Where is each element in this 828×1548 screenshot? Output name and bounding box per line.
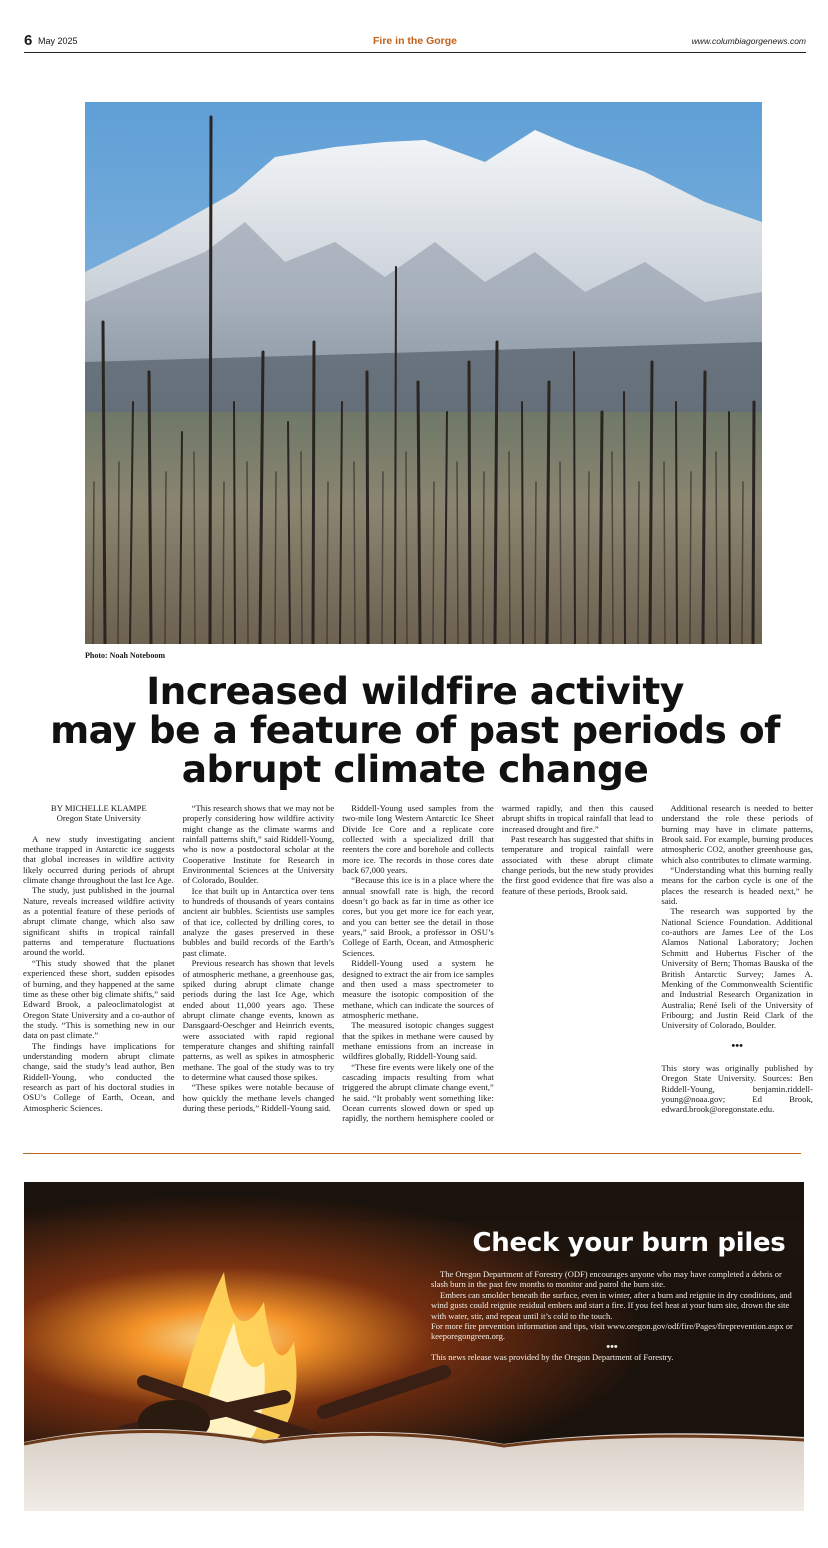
byline-affiliation: Oregon State University [56, 813, 142, 824]
article-paragraph: “This research shows that we may not be properly considering how wildfire activity might change as the climate warms and rainfall patterns shift,” said Riddell-Young, who is now a postdoctoral scholar at the Cooperative Institute for Research in Environmental Sciences at the University of Colorado, Boulder. [182, 803, 335, 886]
source-note: This story was originally published by Oregon State University. Sources: Ben Riddell-Young, benjamin.riddell-young@noaa.gov; Ed Brook, edward.brook@oregonstate.edu. [661, 1062, 813, 1115]
article-paragraph: The research was supported by the National Science Foundation. Additional co-authors are James Lee of the Los Alamos National Laboratory; Jochen Schmitt and Hubertus Fischer of the University of Bern; Thomas Bauska of the British Antarctic Survey; James A. Menking of the Commonwealth Scientific and Industrial Research Organization in Australia; René Iseli of the University of Fribourg; and Justin Reid Clark of the University of Colorado, Boulder. [661, 906, 813, 1031]
article-paragraph: The measured isotopic changes suggest that the spikes in methane were caused by methane emissions from an increase in wildfires globally, Riddell-Young said. [342, 1020, 494, 1062]
page-header [24, 32, 806, 53]
article-paragraph: Riddell-Young used a system he designed to extract the air from ice samples and then used a mass spectrometer to measure the isotopic composition of the methane, which can indicate the sources of atmospheric methane. [342, 958, 494, 1020]
section-divider [23, 1153, 801, 1154]
photo-credit: Photo: Noah Noteboom [85, 651, 165, 660]
article-paragraph: Ice that built up in Antarctica over tens to hundreds of thousands of years contains ancient air bubbles. Scientists use samples of that ice, collected by drilling cores, to analyze the gases preserved in these bubbles and build records of the Earth’s past climate. [182, 885, 335, 958]
article-paragraph: “These spikes were notable because of how quickly the methane levels changed during these periods,” Riddell-Young said. [182, 1082, 335, 1113]
article-paragraph: “This study showed that the planet experienced these short, sudden episodes of burning, and they happened at the same time as these other big climate shifts,” said Edward Brook, a paleoclimatologist at Oregon State University and a co-author of the study. “This is something new in our data on past climate.” [23, 957, 175, 1041]
article-paragraph: “Because this ice is in a place where the annual snowfall rate is high, the record doesn’t go back as far in time as other ice cores, but you get more ice for each year, and you can better see the detail in those years,” said Brook, a professor in OSU’s College of Earth, Ocean, and Atmospheric Sciences. [342, 875, 494, 958]
website-url: www.columbiagorgenews.com [691, 36, 806, 46]
headline-line: abrupt climate change [181, 747, 649, 791]
article-headline [24, 669, 806, 791]
article-paragraph: Riddell-Young used samples from the two-mile long Western Antarctic Ice Sheet Divide Ice Core and a replicate core collected with a specialized drill that reenters the core and borehole and collects more ice. The records in those cores date back 67,000 years. [342, 803, 494, 876]
notice-paragraph: The Oregon Department of Forestry (ODF) encourages anyone who may have completed a debris or slash burn in the past few months to monitor and patrol the burn site. [431, 1269, 782, 1290]
notice-credit: This news release was provided by the Oregon Department of Forestry. [431, 1352, 674, 1363]
byline: BY MICHELLE KLAMPE [50, 803, 147, 813]
burn-pile-notice [24, 1182, 804, 1511]
headline-line: Increased wildfire activity [146, 669, 684, 713]
notice-title: Check your burn piles [472, 1228, 786, 1258]
notice-paragraph: For more fire prevention information and tips, visit www.oregon.gov/odf/fire/Pages/fireprevention.aspx or keeporegongreen.org. [431, 1321, 793, 1342]
mountain-burned-forest-photo [85, 102, 762, 644]
article-paragraph: A new study investigating ancient methane trapped in Antarctic ice suggests that global increases in wildfire activity likely occurred during periods of abrupt climate change throughout the last Ice Age. [23, 833, 175, 886]
article-paragraph: “Understanding what this burning really means for the carbon cycle is one of the places the research is headed next,” he said. [661, 865, 813, 907]
notice-body [431, 1269, 793, 1363]
article-paragraph: Previous research has shown that levels of atmospheric methane, a greenhouse gas, spiked during abrupt climate change periods during the last Ice Age, which ended about 11,000 years ago. These abrupt climate change events, known as Dansgaard-Oeschger and Heinrich events, were associated with rapid regional temperature changes and shifting rainfall patterns, as well as spikes in atmospheric methane. The goal of the study was to try to determine what caused those spikes. [182, 958, 335, 1082]
article-paragraph: Additional research is needed to better understand the role these periods of burning may have in climate patterns, Brook said. For example, burning produces atmospheric CO2, another greenhouse gas, which also contributes to climate warming. [661, 803, 813, 865]
article-paragraph: “These fire events were likely one of the cascading impacts resulting from what triggered the abrupt climate change event,” he said. “It probably went something like: Ocean currents slowed down or sped up rapidly, the northern hemisphere cooled or warmed rapidly, and then this caused abrupt shifts in tropical rainfall that lead to increased drought and fire.” [342, 803, 654, 1124]
article-paragraph: Past research has suggested that shifts in temperature and tropical rainfall were associated with these abrupt climate change periods, but the new study provides the first good evidence that fire was also a feature of these periods, Brook said. [501, 834, 654, 896]
article-paragraph: The study, just published in the journal Nature, reveals increased wildfire activity as a potential feature of these periods of abrupt climate change, which also saw significant shifts in tropical rainfall patterns and temperature fluctuations around the world. [23, 885, 175, 958]
notice-separator: ••• [606, 1340, 618, 1353]
headline-line: may be a feature of past periods of [50, 708, 780, 752]
article-separator: ••• [731, 1039, 743, 1052]
section-title: Fire in the Gorge [372, 35, 457, 47]
page-number: 6 [24, 32, 33, 49]
article-paragraph: The findings have implications for understanding modern abrupt climate change, said the study’s lead author, Ben Riddell-Young, who conducted the research as part of his doctoral studies in OSU’s College of Earth, Ocean, and Atmospheric Sciences. [23, 1040, 175, 1113]
notice-paragraph: Embers can smolder beneath the surface, even in winter, after a burn and reignite in dry conditions, and wind gusts could reignite residual embers and start a fire. If you feel heat at your burn site, drown the site with water, stir, and repeat until it’s cold to the touch. [431, 1289, 792, 1321]
issue-date: May 2025 [38, 36, 78, 46]
article-body [23, 803, 813, 1128]
